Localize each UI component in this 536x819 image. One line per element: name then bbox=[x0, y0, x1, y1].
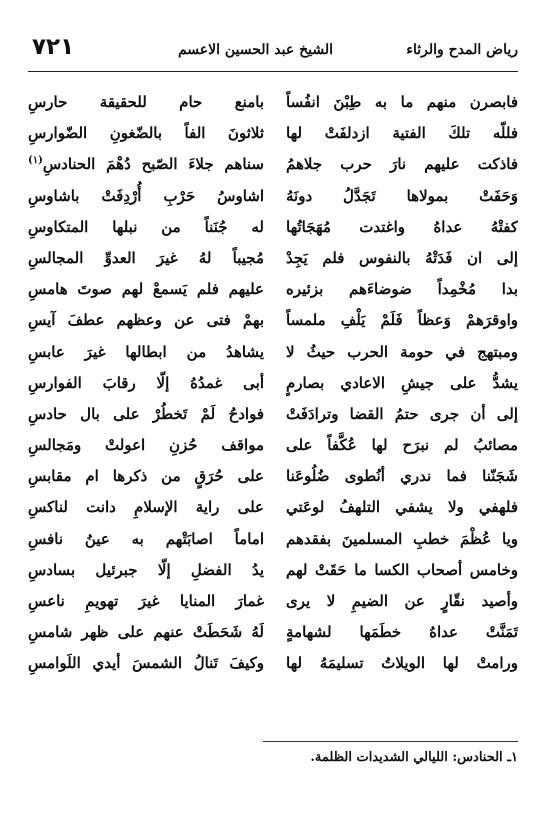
verse-first-half: واوقرَهمْ وَعظاً فَلَمْ يَلْفِ ملمساً bbox=[286, 311, 518, 330]
verse-row bbox=[28, 87, 518, 118]
poem-body bbox=[28, 87, 518, 680]
verse-first-half: فلهفي ولا يشفي التلهفُ لوعَتي bbox=[286, 498, 518, 517]
author-name: الشيخ عبد الحسين الاعسم bbox=[177, 42, 333, 58]
verse-row bbox=[28, 492, 518, 523]
verse-row bbox=[28, 337, 518, 368]
verse-second-half: يشاهدُ من ابطالها غيرَ عابسِ bbox=[28, 342, 264, 361]
verse-first-half: وخامس أصحاب الكسا ما حَقَتْ لهم bbox=[286, 560, 518, 579]
verse-first-half: ويا عُظْمَ خطبِ المسلمينَ بفقدهم bbox=[286, 529, 518, 548]
header-divider bbox=[28, 71, 518, 72]
verse-first-half: وَحَفَتْ بمولاها تَجَدَّلُ دونَهُ bbox=[286, 186, 518, 205]
verse-second-half: يدُ الفضلِ إلّا جبرئيل بسادسِ bbox=[28, 560, 264, 579]
verse-row bbox=[28, 524, 518, 555]
verse-first-half: إلى أن جرى حتمُ القضا وترادَفَتْ bbox=[286, 404, 518, 423]
verse-second-half: لَهُ شَحَطَتْ عنهم على ظهر شامسِ bbox=[28, 623, 264, 642]
verse-row bbox=[28, 617, 518, 648]
verse-first-half: تَمَنَّتْ عداهُ خطَمَها لشهامةٍ bbox=[286, 623, 518, 642]
verse-row bbox=[28, 399, 518, 430]
verse-row bbox=[28, 274, 518, 305]
verse-second-half: عليهم فلم يَسمعْ لهم صوتَ هامسِ bbox=[28, 280, 264, 299]
verse-row bbox=[28, 305, 518, 336]
verse-first-half: فللّه تلكَ الفتية ازدلفَتْ لها bbox=[286, 124, 518, 143]
verse-first-half: فاذكت عليهم نارَ حرب جلاهمُ bbox=[286, 155, 518, 174]
verse-row bbox=[28, 181, 518, 212]
verse-second-half: بامنع حام للحقيقة حارسِ bbox=[28, 93, 264, 111]
verse-second-half: مُجيباً لهُ غيرَ العدوِّ المجالسِ bbox=[28, 248, 264, 267]
verse-first-half: ومبتهج في حومة الحرب حيثُ لا bbox=[286, 342, 518, 361]
verse-second-half: مواقف حُزنِ اعولتْ ومَجالسِ bbox=[28, 436, 264, 455]
verse-row bbox=[28, 555, 518, 586]
verse-first-half: فابصرن منهم ما به طِبْنَ انفُساً bbox=[286, 93, 518, 111]
verse-first-half: وأصيد نقّارٍ عن الضيمِ لا يرى bbox=[286, 592, 518, 610]
verse-row bbox=[28, 648, 518, 679]
verse-first-half: إلى ان فَدَتْهُ بالنفوس فلم يَجِدْ bbox=[286, 248, 518, 267]
verse-second-half: اماماً اصابَتْهم به عينُ نافسِ bbox=[28, 529, 264, 548]
verse-row bbox=[28, 212, 518, 243]
verse-first-half: بدا مُخْمِداً ضوضاءَهم بزئيره bbox=[286, 280, 518, 299]
footnote-text: ١ـ الحنادس: الليالي الشديدات الظلمة. bbox=[310, 750, 518, 765]
book-title: رياض المدح والرثاء bbox=[406, 42, 518, 58]
verse-row bbox=[28, 430, 518, 461]
verse-second-half: على حُرَقٍ من ذكرها ام مقابسِ bbox=[28, 467, 264, 486]
verse-first-half: مصائبُ لم نبرَح لها عُكَّفاً على bbox=[286, 436, 518, 455]
verse-second-half-text: سناهم جلاءَ الصّبح دُهْمَ الحنادسِ bbox=[42, 155, 264, 174]
footnote-divider bbox=[263, 741, 518, 742]
verse-row bbox=[28, 118, 518, 149]
verse-first-half: شَجَنّنا فما ندري أنُطوى ضُلُوعَنا bbox=[286, 467, 518, 486]
verse-second-half: وكيفَ تَنالُ الشمسَ أيدي اللَوامسِ bbox=[28, 654, 264, 673]
verse-row bbox=[28, 149, 518, 180]
verse-row bbox=[28, 368, 518, 399]
verse-second-half: له جُنَناً من نبلها المتكاوسِ bbox=[28, 217, 264, 236]
footnote-marker: (١) bbox=[28, 155, 43, 167]
verse-second-half: أبى غمدُهُ إلّا رقابَ الفوارسِ bbox=[28, 373, 264, 392]
verse-second-half: فوادحُ لَمْ تَخطُرْ على بال حادسِ bbox=[28, 404, 264, 423]
verse-second-half: اشاوسُ حَرْبِ أُرْدِفَتْ باشاوسِ bbox=[28, 186, 264, 205]
verse-row bbox=[28, 461, 518, 492]
verse-first-half: كفتْهُ عداهُ واغتدت مُهَجَاتُها bbox=[286, 217, 518, 236]
verse-second-half-with-footnote bbox=[28, 149, 264, 180]
verse-row bbox=[28, 586, 518, 617]
verse-first-half: ورامتْ لها الويلاتُ تسليمَهُ لها bbox=[286, 654, 518, 673]
verse-second-half: غمارَ المنايا غيرَ تهويمِ ناعسِ bbox=[28, 592, 264, 610]
verse-first-half: يشدُّ على جيشِ الاعادي بصارمٍ bbox=[286, 373, 518, 392]
verse-row bbox=[28, 243, 518, 274]
page-header bbox=[28, 34, 518, 68]
verse-second-half: بهمْ فتى عن وعظهم عطفَ آيسِ bbox=[28, 311, 264, 330]
verse-second-half: على راية الإسلامِ دانت لناكسِ bbox=[28, 498, 264, 517]
page-number: ٧٢١ bbox=[32, 34, 75, 60]
verse-second-half: ثلاثونَ الفاً بالضّغونِ الضّوارسِ bbox=[28, 124, 264, 143]
